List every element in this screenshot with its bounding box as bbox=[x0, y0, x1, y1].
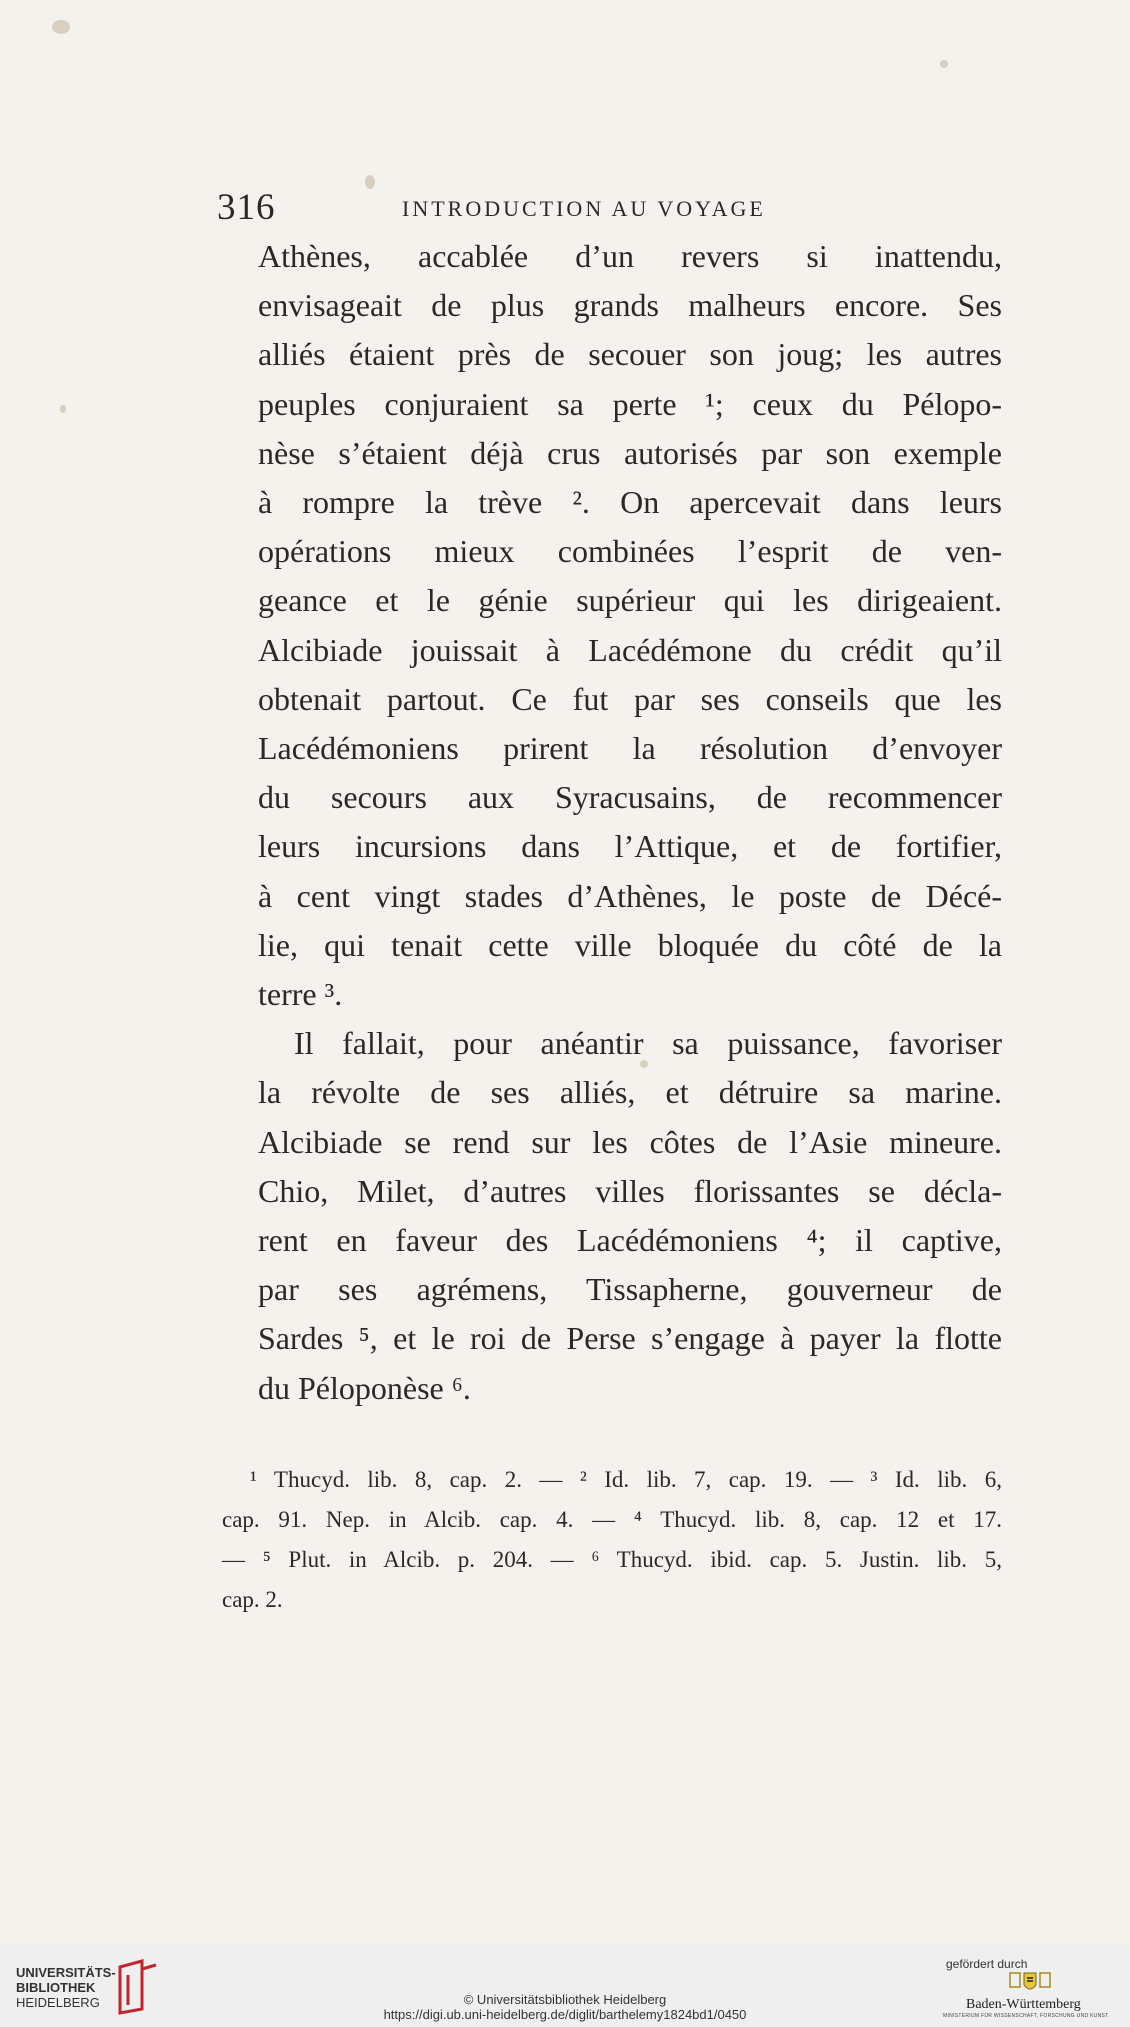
sponsor-subtitle: MINISTERIUM FÜR WISSENSCHAFT, FORSCHUNG UND KUNST bbox=[943, 2013, 1109, 2019]
text-line: geance et le génie supérieur qui les dirigeaient. bbox=[258, 582, 1002, 619]
text-line: envisageait de plus grands malheurs encore. Ses bbox=[258, 287, 1002, 324]
text-line: à cent vingt stades d’Athènes, le poste de Décé- bbox=[258, 877, 1002, 914]
paper-stain bbox=[940, 60, 948, 68]
copyright-notice: © Universitätsbibliothek Heidelberg bbox=[463, 1992, 667, 2007]
paragraph bbox=[222, 1019, 1002, 1413]
page-number: 316 bbox=[217, 187, 276, 228]
text-line: Chio, Milet, d’autres villes florissantes se décla- bbox=[258, 1172, 1002, 1209]
footnotes bbox=[222, 1460, 1002, 1620]
body-text bbox=[222, 232, 1002, 1413]
text-line: lie, qui tenait cette ville bloquée du côté de la bbox=[258, 926, 1002, 963]
paper-stain bbox=[52, 20, 70, 34]
state-crest-icon bbox=[1008, 1969, 1052, 1995]
text-line: Alcibiade jouissait à Lacédémone du crédit qu’il bbox=[258, 631, 1002, 668]
text-line: Sardes ⁵, et le roi de Perse s’engage à payer la flotte bbox=[258, 1320, 1002, 1357]
text-line: du secours aux Syracusains, de recommencer bbox=[258, 779, 1002, 816]
library-name-line: UNIVERSITÄTS- bbox=[16, 1965, 116, 1980]
footnote-line: cap. 91. Nep. in Alcib. cap. 4. — ⁴ Thucyd. lib. 8, cap. 12 et 17. bbox=[222, 1507, 1002, 1532]
library-name-line: BIBLIOTHEK bbox=[16, 1980, 96, 1995]
text-line: du Péloponèse ⁶. bbox=[258, 1369, 471, 1406]
paper-stain bbox=[60, 405, 66, 413]
permalink[interactable]: https://digi.ub.uni-heidelberg.de/diglit/barthelemy1824bd1/0450 bbox=[383, 2007, 747, 2022]
text-line: peuples conjuraient sa perte ¹; ceux du Pélopo- bbox=[258, 385, 1002, 422]
viewer-footer bbox=[0, 1945, 1130, 2027]
text-line: Lacédémoniens prirent la résolution d’envoyer bbox=[258, 730, 1002, 767]
library-city: HEIDELBERG bbox=[16, 1995, 100, 2010]
running-head: INTRODUCTION AU VOYAGE bbox=[402, 196, 766, 221]
text-line: Il fallait, pour anéantir sa puissance, favoriser bbox=[294, 1025, 1002, 1062]
footnote-line: ¹ Thucyd. lib. 8, cap. 2. — ² Id. lib. 7, cap. 19. — ³ Id. lib. 6, bbox=[250, 1467, 1002, 1492]
text-line: par ses agrémens, Tissapherne, gouverneur de bbox=[258, 1271, 1002, 1308]
text-line: Athènes, accablée d’un revers si inattendu, bbox=[258, 238, 1002, 274]
paragraph bbox=[222, 232, 1002, 1019]
text-line: la révolte de ses alliés, et détruire sa marine. bbox=[258, 1074, 1002, 1111]
text-line: Alcibiade se rend sur les côtes de l’Asie mineure. bbox=[258, 1123, 1002, 1160]
text-line: obtenait partout. Ce fut par ses conseils que les bbox=[258, 680, 1002, 717]
footnote-line: — ⁵ Plut. in Alcib. p. 204. — ⁶ Thucyd. ibid. cap. 5. Justin. lib. 5, bbox=[222, 1547, 1002, 1572]
text-line: rent en faveur des Lacédémoniens ⁴; il captive, bbox=[258, 1222, 1002, 1259]
text-line: terre ³. bbox=[258, 976, 343, 1013]
text-line: à rompre la trève ². On apercevait dans leurs bbox=[258, 484, 1002, 521]
text-line: leurs incursions dans l’Attique, et de fortifier, bbox=[258, 828, 1002, 865]
text-line: opérations mieux combinées l’esprit de ven- bbox=[258, 533, 1002, 570]
text-line: nèse s’étaient déjà crus autorisés par son exemple bbox=[258, 434, 1002, 471]
sponsor-name: Baden-Württemberg bbox=[966, 1997, 1081, 2012]
footnote-line: cap. 2. bbox=[222, 1587, 283, 1612]
page-header bbox=[217, 186, 1007, 232]
text-line: alliés étaient près de secouer son joug; les autres bbox=[258, 336, 1002, 373]
sponsor-label: gefördert durch bbox=[946, 1957, 1028, 1971]
